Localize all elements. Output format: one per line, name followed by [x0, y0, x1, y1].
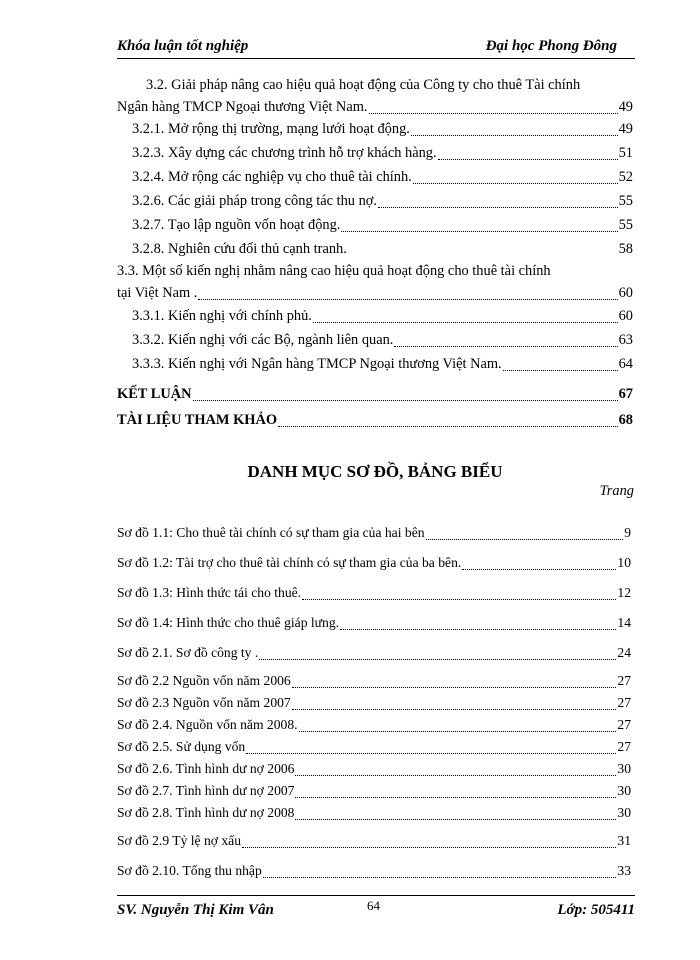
figure-label: Sơ đồ 2.6. Tình hình dư nợ 2006	[117, 761, 295, 776]
leader-dots	[302, 589, 616, 600]
figure-label: Sơ đồ 1.2: Tài trợ cho thuê tài chính có sự tham gia của ba bên.	[117, 555, 462, 570]
leader-dots	[426, 529, 624, 540]
figure-page-number: 27	[617, 673, 631, 688]
leader-dots	[438, 149, 618, 160]
toc-page-number: 63	[618, 332, 633, 348]
figure-label: Sơ đồ 2.4. Nguồn vốn năm 2008.	[117, 717, 298, 732]
figure-page-number: 31	[617, 833, 631, 848]
toc-3-2-8[interactable]	[117, 238, 633, 260]
toc-entry-label: KẾT LUẬN	[117, 386, 192, 402]
toc-3-3[interactable]	[117, 282, 633, 304]
toc-page-number: 60	[618, 285, 633, 301]
header-university: Đại học Phong Đông	[485, 38, 617, 54]
header-thesis-label: Khóa luận tốt nghiệp	[117, 38, 249, 54]
figure-page-number: 33	[617, 863, 631, 878]
toc-entry-label: 3.2.4. Mở rộng các nghiệp vụ cho thuê tài chính.	[132, 169, 412, 185]
leader-dots	[503, 360, 618, 371]
toc-entry-label: 3.3.1. Kiến nghị với chính phủ.	[132, 308, 312, 324]
figure-entry[interactable]	[117, 612, 631, 634]
leader-dots	[295, 809, 616, 820]
toc-entry-label: 3.2.3. Xây dựng các chương trình hỗ trợ khách hàng.	[132, 145, 437, 161]
leader-dots	[411, 125, 618, 136]
leader-dots	[341, 221, 617, 232]
leader-dots	[246, 743, 616, 754]
toc-ket-luan[interactable]	[117, 383, 633, 405]
toc-page-number: 58	[618, 241, 633, 257]
trang-label: Trang	[599, 483, 634, 499]
figure-page-number: 30	[617, 805, 631, 820]
toc-3-3-line1: 3.3. Một số kiến nghị nhằm nâng cao hiệu quả hoạt động cho thuê tài chính	[117, 263, 551, 279]
toc-entry-label: 3.2.8. Nghiên cứu đối thủ cạnh tranh.	[132, 241, 347, 257]
figure-entry[interactable]	[117, 552, 631, 574]
leader-dots	[295, 765, 616, 776]
toc-3-2-7[interactable]	[117, 214, 633, 236]
footer-page-number: 64	[367, 898, 380, 913]
figure-entry[interactable]	[117, 758, 631, 780]
leader-dots	[242, 837, 616, 848]
toc-3-3-1[interactable]	[117, 305, 633, 327]
figure-page-number: 10	[617, 555, 631, 570]
toc-3-3-line2: tại Việt Nam .	[117, 285, 198, 301]
table-of-contents	[117, 74, 633, 431]
figure-page-number: 27	[617, 695, 631, 710]
leader-dots	[263, 867, 617, 878]
leader-dots	[348, 245, 618, 256]
toc-tai-lieu-tham-khao[interactable]	[117, 409, 633, 431]
leader-dots	[278, 416, 618, 427]
figure-page-number: 14	[617, 615, 631, 630]
figure-page-number: 9	[624, 525, 631, 540]
toc-3-2[interactable]	[117, 96, 633, 118]
toc-page-number: 49	[618, 121, 633, 137]
leader-dots	[462, 559, 616, 570]
toc-entry-label: 3.3.3. Kiến nghị với Ngân hàng TMCP Ngoại thương Việt Nam.	[132, 356, 502, 372]
figure-page-number: 12	[617, 585, 631, 600]
figure-entry[interactable]	[117, 802, 631, 824]
toc-page-number: 55	[618, 217, 633, 233]
toc-page-number: 55	[618, 193, 633, 209]
figure-entry[interactable]	[117, 780, 631, 802]
toc-page-number: 60	[618, 308, 633, 324]
figure-label: Sơ đồ 1.4: Hình thức cho thuê giáp lưng.	[117, 615, 340, 630]
toc-entry-label: 3.2.1. Mở rộng thị trường, mạng lưới hoạt động.	[132, 121, 410, 137]
leader-dots	[413, 173, 618, 184]
leader-dots	[295, 787, 616, 798]
figure-page-number: 27	[617, 739, 631, 754]
leader-dots	[369, 103, 618, 114]
leader-dots	[259, 649, 616, 660]
toc-3-3-3[interactable]	[117, 353, 633, 375]
toc-page-number: 67	[618, 386, 633, 402]
leader-dots	[198, 289, 617, 300]
figure-entry[interactable]	[117, 582, 631, 604]
figure-page-number: 30	[617, 783, 631, 798]
leader-dots	[340, 619, 616, 630]
figure-entry[interactable]	[117, 642, 631, 664]
figure-label: Sơ đồ 2.5. Sử dụng vốn	[117, 739, 246, 754]
leader-dots	[394, 336, 617, 347]
figure-entry[interactable]	[117, 736, 631, 758]
leader-dots	[313, 312, 618, 323]
footer-class: Lớp: 505411	[557, 902, 635, 918]
figure-entry[interactable]	[117, 860, 631, 882]
toc-3-2-line1: 3.2. Giải pháp nâng cao hiệu quả hoạt động của Công ty cho thuê Tài chính	[146, 77, 581, 93]
toc-page-number: 64	[618, 356, 633, 372]
figure-page-number: 30	[617, 761, 631, 776]
figure-label: Sơ đồ 1.1: Cho thuê tài chính có sự tham gia của hai bên	[117, 525, 425, 540]
leader-dots	[292, 677, 617, 688]
figure-label: Sơ đồ 2.2 Nguồn vốn năm 2006	[117, 673, 291, 688]
toc-page-number: 68	[618, 412, 633, 428]
toc-3-2-4[interactable]	[117, 166, 633, 188]
toc-3-2-3[interactable]	[117, 142, 633, 164]
figure-entry[interactable]	[117, 522, 631, 544]
list-of-figures	[117, 522, 631, 882]
footer-student-name: SV. Nguyễn Thị Kim Vân	[117, 902, 274, 918]
figure-entry[interactable]	[117, 714, 631, 736]
figure-entry[interactable]	[117, 830, 631, 852]
leader-dots	[378, 197, 618, 208]
toc-3-2-line2: Ngân hàng TMCP Ngoại thương Việt Nam.	[117, 99, 368, 115]
figure-page-number: 24	[617, 645, 631, 660]
toc-page-number: 52	[618, 169, 633, 185]
list-of-figures-title: DANH MỤC SƠ ĐỒ, BẢNG BIỂU	[247, 462, 503, 481]
toc-3-3-2[interactable]	[117, 329, 633, 351]
leader-dots	[292, 699, 617, 710]
leader-dots	[193, 390, 618, 401]
toc-entry-label: 3.2.7. Tạo lập nguồn vốn hoạt động.	[132, 217, 341, 233]
figure-label: Sơ đồ 2.1. Sơ đồ công ty .	[117, 645, 259, 660]
figure-label: Sơ đồ 2.3 Nguồn vốn năm 2007	[117, 695, 291, 710]
leader-dots	[299, 721, 617, 732]
toc-3-2-1[interactable]	[117, 118, 633, 140]
page-header	[117, 36, 635, 59]
figure-entry[interactable]	[117, 692, 631, 714]
figure-label: Sơ đồ 2.7. Tình hình dư nợ 2007	[117, 783, 295, 798]
figure-label: Sơ đồ 2.9 Tỷ lệ nợ xấu	[117, 833, 242, 848]
figure-label: Sơ đồ 1.3: Hình thức tái cho thuê.	[117, 585, 302, 600]
figure-page-number: 27	[617, 717, 631, 732]
figure-label: Sơ đồ 2.10. Tổng thu nhập	[117, 863, 262, 878]
toc-entry-label: TÀI LIỆU THAM KHẢO	[117, 412, 278, 428]
figure-entry[interactable]	[117, 670, 631, 692]
toc-page-number: 51	[618, 145, 633, 161]
toc-entry-label: 3.3.2. Kiến nghị với các Bộ, ngành liên quan.	[132, 332, 394, 348]
figure-label: Sơ đồ 2.8. Tình hình dư nợ 2008	[117, 805, 295, 820]
toc-page-number: 49	[618, 99, 633, 115]
page-footer	[117, 895, 635, 920]
toc-entry-label: 3.2.6. Các giải pháp trong công tác thu nợ.	[132, 193, 377, 209]
toc-3-2-6[interactable]	[117, 190, 633, 212]
